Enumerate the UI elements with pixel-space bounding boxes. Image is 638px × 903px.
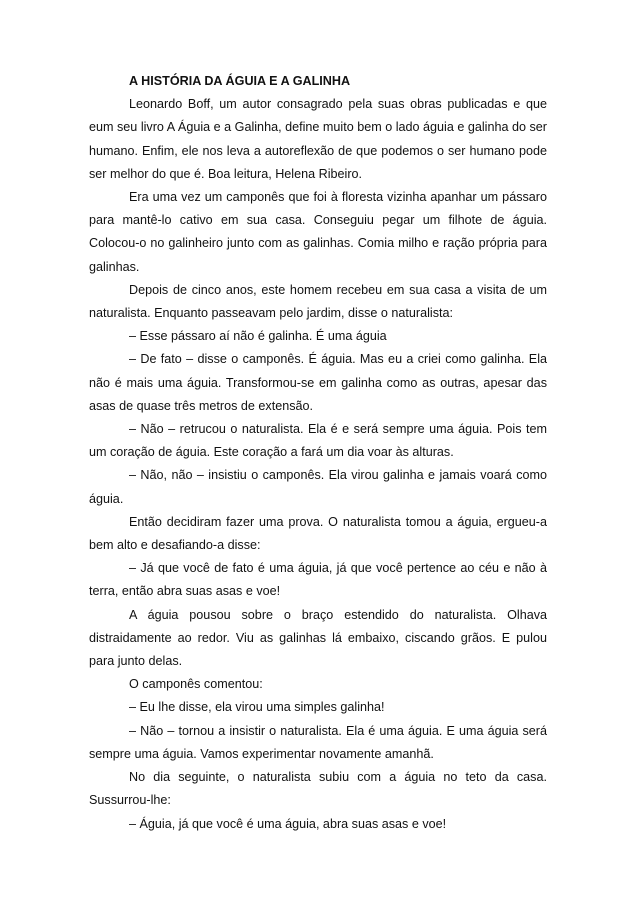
paragraph: A águia pousou sobre o braço estendido do naturalista. Olhava distraidamente ao redor. Viu as galinhas lá embaixo, ciscando grãos. E pulou para junto delas. xyxy=(89,607,547,669)
document-page xyxy=(89,70,547,836)
paragraph-intro: Leonardo Boff, um autor consagrado pela suas obras publicadas e que eum seu livro A Águia e a Galinha, define muito bem o lado águia e galinha do ser humano. Enfim, ele nos leva a autoreflexão de que podemos o ser humano pode ser melhor do que é. Boa leitura, Helena Ribeiro. xyxy=(89,97,547,181)
dialogue-line: – Águia, já que você é uma águia, abra suas asas e voe! xyxy=(129,816,447,831)
paragraph: Então decidiram fazer uma prova. O naturalista tomou a águia, ergueu-a bem alto e desafiando-a disse: xyxy=(89,514,547,553)
paragraph: O camponês comentou: xyxy=(129,677,263,692)
dialogue-line: – Esse pássaro aí não é galinha. É uma águia xyxy=(129,329,387,344)
dialogue-line: – Eu lhe disse, ela virou uma simples galinha! xyxy=(129,700,385,715)
paragraph: Depois de cinco anos, este homem recebeu em sua casa a visita de um naturalista. Enquanto passeavam pelo jardim, disse o naturalista: xyxy=(89,282,547,321)
document-title: A HISTÓRIA DA ÁGUIA E A GALINHA xyxy=(129,74,351,88)
paragraph: Era uma vez um camponês que foi à floresta vizinha apanhar um pássaro para mantê-lo cativo em sua casa. Conseguiu pegar um filhote de águia. Colocou-o no galinheiro junto com as galinhas. Comia milho e ração própria para galinhas. xyxy=(89,190,547,274)
dialogue-line: – Não – tornou a insistir o naturalista. Ela é uma águia. E uma águia será sempre uma águia. Vamos experimentar novamente amanhã. xyxy=(89,723,547,761)
dialogue-line: – Já que você de fato é uma águia, já que você pertence ao céu e não à terra, então abra suas asas e voe! xyxy=(89,561,547,599)
dialogue-line: – Não, não – insistiu o camponês. Ela virou galinha e jamais voará como águia. xyxy=(89,468,547,506)
dialogue-line: – De fato – disse o camponês. É águia. Mas eu a criei como galinha. Ela não é mais uma águia. Transformou-se em galinha como as outras, apesar das asas de quase três metros de extensão. xyxy=(89,352,547,413)
paragraph: No dia seguinte, o naturalista subiu com a águia no teto da casa. Sussurrou-lhe: xyxy=(89,770,547,808)
dialogue-line: – Não – retrucou o naturalista. Ela é e será sempre uma águia. Pois tem um coração de águia. Este coração a fará um dia voar às alturas. xyxy=(89,422,547,460)
